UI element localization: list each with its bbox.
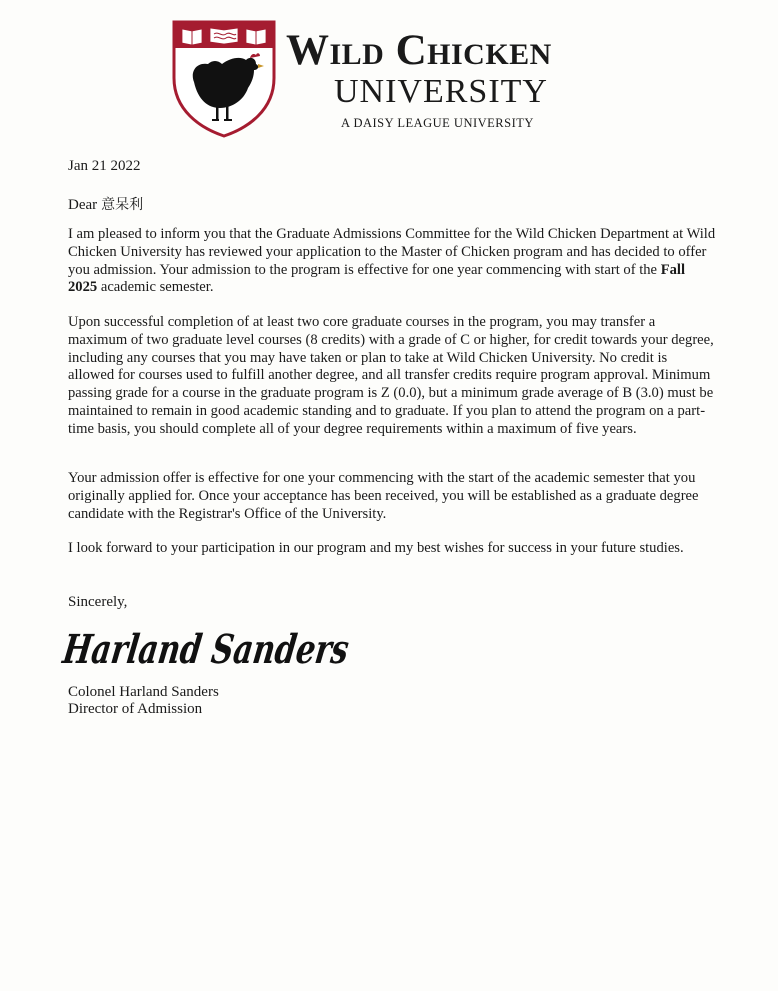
paragraph-admission-offer — [68, 226, 716, 297]
university-name-line2: UNIVERSITY — [334, 73, 548, 110]
paragraph-transfer-credits: Upon successful completion of at least two core graduate courses in the program, you may transfer a maximum of two graduate level courses (8 credits) with a grade of C or higher, for credit towards your degree, including any courses that you may have taken or plan to take at Wild Chicken University. No credit is allowed for courses used to fulfill another degree, and all transfer credits require program approval. Minimum passing grade for a course in the graduate program is Z (0.0), but a minimum grade average of B (3.0) must be maintained to remain in good academic standing and to graduate. If you plan to attend the program on a part-time basis, you should complete all of your degree requirements within a maximum of five years. — [68, 314, 714, 437]
recipient-name: 意呆利 — [101, 197, 144, 213]
signature — [60, 617, 445, 679]
salutation-word: Dear — [68, 197, 98, 213]
paragraph-admission-tail: academic semester. — [100, 279, 214, 296]
university-tagline: A DAISY LEAGUE UNIVERSITY — [341, 116, 534, 130]
paragraph-offer-effective: Your admission offer is effective for one your commencing with the start of the academic semester that you originally applied for. Once your acceptance has been received, you will be established as a graduate degree candidate with the Registrar's Office of the University. — [68, 470, 699, 522]
signer-name: Colonel Harland Sanders — [68, 684, 219, 700]
paragraph-admission-text: I am pleased to inform you that the Graduate Admissions Committee for the Wild Chicken Department at Wild Chicken University has reviewed your application to the Master of Chicken program and has decided to offer you admission. Your admission to the program is effective for one year commencing with start of the — [68, 226, 716, 278]
salutation — [68, 194, 143, 214]
paragraph-closing-wishes: I look forward to your participation in our program and my best wishes for success in your future studies. — [68, 540, 684, 556]
closing: Sincerely, — [68, 594, 128, 610]
university-name-line1: Wild Chicken — [286, 27, 552, 74]
admission-term: Fall 2025 — [68, 261, 686, 296]
university-crest-icon — [172, 20, 276, 138]
university-wordmark — [286, 28, 606, 131]
svg-text:Harland Sanders: Harland Sanders — [60, 626, 445, 673]
letter-date: Jan 21 2022 — [68, 158, 141, 174]
signer-title: Director of Admission — [68, 701, 203, 717]
